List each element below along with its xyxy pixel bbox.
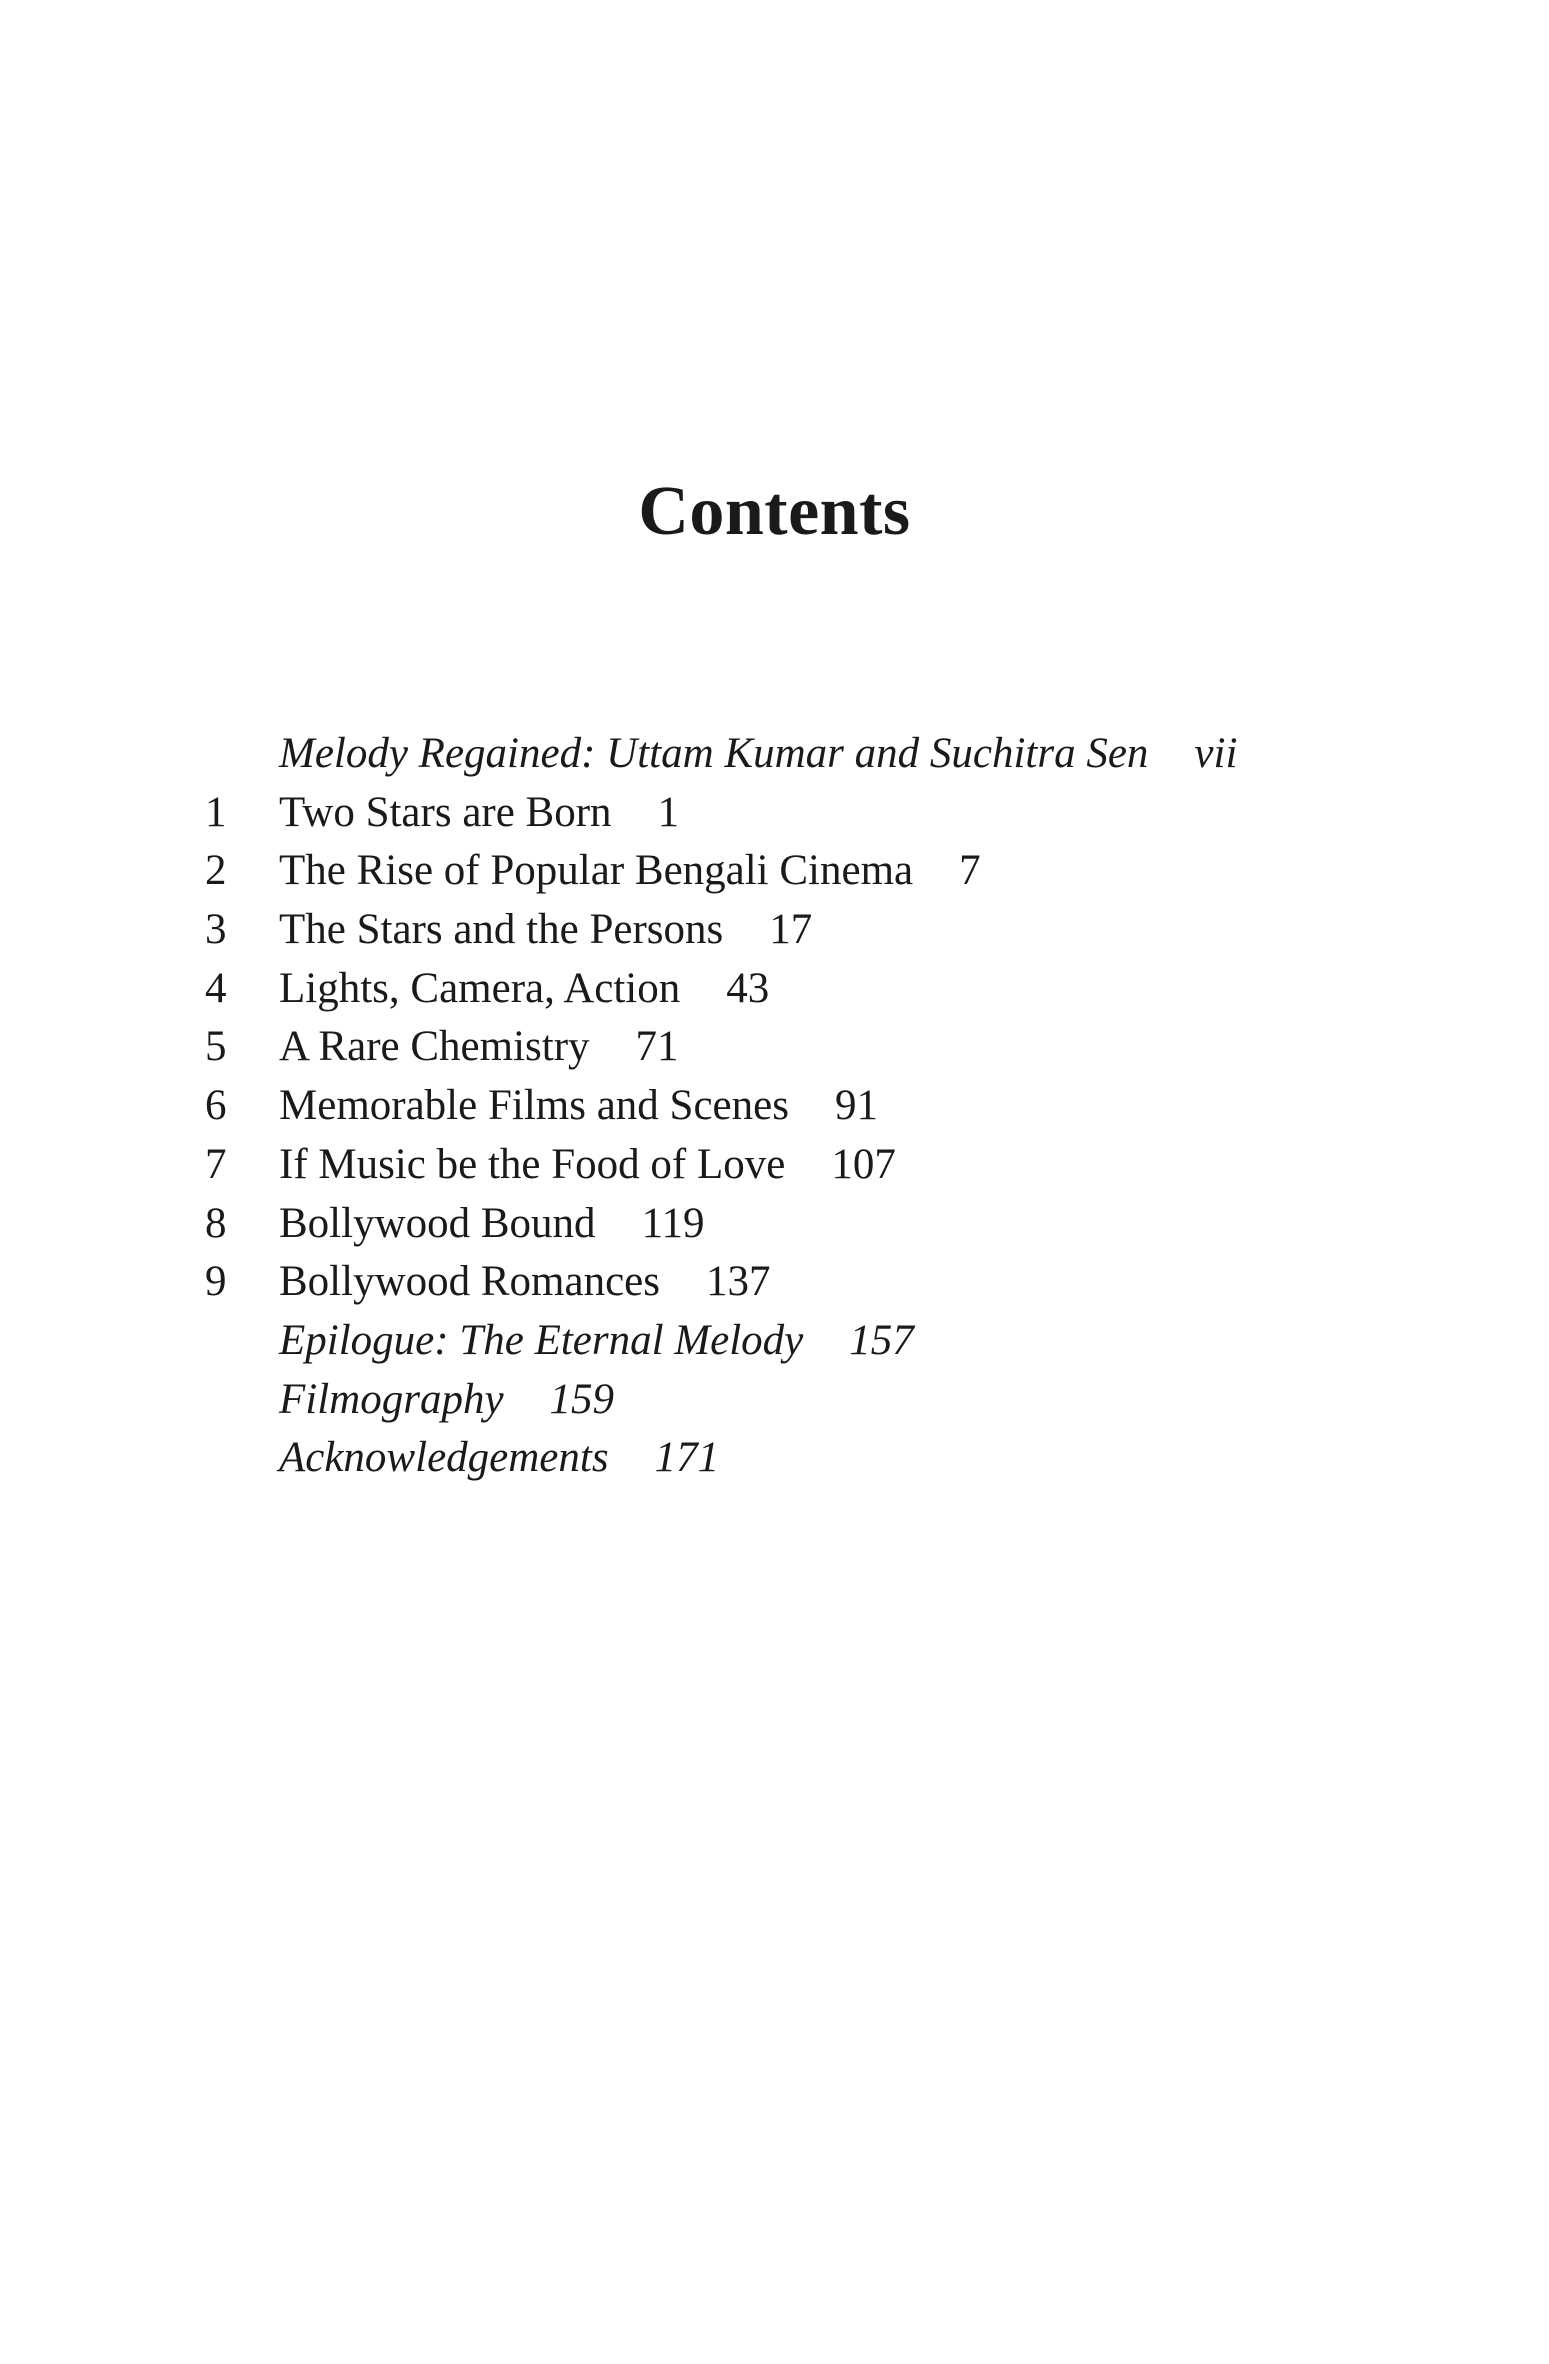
chapter-title: Two Stars are Born xyxy=(279,788,612,836)
toc-entry xyxy=(205,1253,1355,1312)
chapter-number: 5 xyxy=(205,1023,227,1071)
toc-entry xyxy=(205,1312,1355,1371)
page-number: 137 xyxy=(706,1258,771,1306)
toc-entry xyxy=(205,901,1355,960)
page-number: 157 xyxy=(849,1316,914,1364)
chapter-title: Bollywood Romances xyxy=(279,1258,660,1306)
chapter-number: 8 xyxy=(205,1199,227,1247)
chapter-title: Acknowledgements xyxy=(279,1434,609,1482)
chapter-number: 7 xyxy=(205,1140,227,1188)
chapter-title: If Music be the Food of Love xyxy=(279,1140,786,1188)
page-number: 43 xyxy=(726,964,770,1012)
toc-entry xyxy=(205,1371,1355,1430)
table-of-contents xyxy=(205,725,1355,1488)
chapter-title: Filmography xyxy=(279,1375,504,1423)
chapter-number: 2 xyxy=(205,847,227,895)
toc-entry xyxy=(205,1018,1355,1077)
toc-entry xyxy=(205,1429,1355,1488)
page-number: vii xyxy=(1194,730,1238,777)
page-number: 7 xyxy=(959,847,981,895)
toc-entry xyxy=(205,784,1355,843)
page-number: 159 xyxy=(549,1375,615,1423)
chapter-title: A Rare Chemistry xyxy=(279,1023,590,1071)
chapter-title: Lights, Camera, Action xyxy=(279,964,681,1012)
page-number: 71 xyxy=(635,1023,679,1071)
chapter-title: Epilogue: The Eternal Melody xyxy=(279,1316,804,1364)
chapter-number: 1 xyxy=(205,788,227,836)
page-number: 119 xyxy=(641,1199,705,1247)
toc-entry xyxy=(205,1077,1355,1136)
chapter-number: 9 xyxy=(205,1258,227,1306)
toc-entry xyxy=(205,1136,1355,1195)
toc-entry xyxy=(205,960,1355,1019)
page-number: 91 xyxy=(834,1082,878,1130)
page-number: 171 xyxy=(654,1434,720,1482)
chapter-title: The Stars and the Persons xyxy=(279,906,724,954)
chapter-title: The Rise of Popular Bengali Cinema xyxy=(279,847,914,895)
toc-entry xyxy=(205,1195,1355,1254)
chapter-title: Melody Regained: Uttam Kumar and Suchitra Sen xyxy=(279,730,1149,777)
toc-entry xyxy=(205,842,1355,901)
page-number: 107 xyxy=(831,1140,896,1188)
page-title: Contents xyxy=(638,472,911,550)
chapter-title: Memorable Films and Scenes xyxy=(279,1082,789,1130)
toc-entry xyxy=(205,725,1355,784)
page-number: 1 xyxy=(657,788,680,836)
chapter-number: 6 xyxy=(205,1082,227,1130)
chapter-number: 4 xyxy=(205,964,227,1012)
chapter-number: 3 xyxy=(205,906,227,954)
chapter-title: Bollywood Bound xyxy=(279,1199,596,1247)
page-number: 17 xyxy=(769,906,813,954)
